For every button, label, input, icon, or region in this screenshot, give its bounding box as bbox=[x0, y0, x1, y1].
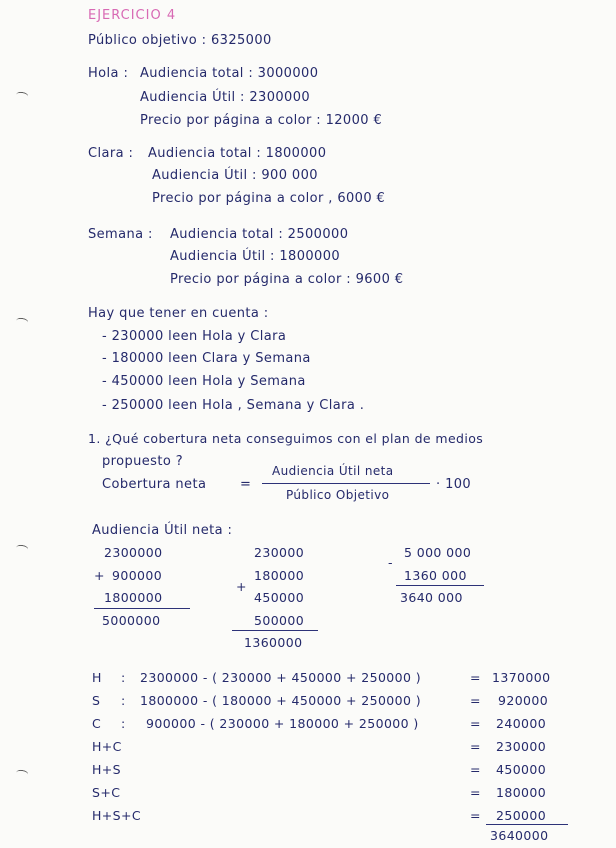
row-eq: = bbox=[470, 670, 481, 685]
publico-objetivo: Público objetivo : 6325000 bbox=[88, 33, 272, 48]
row-value: 920000 bbox=[498, 693, 549, 708]
row-key: C bbox=[92, 716, 102, 731]
row-key: H+C bbox=[92, 739, 122, 754]
row-value: 250000 bbox=[496, 808, 547, 823]
formula-left: Cobertura neta bbox=[102, 477, 207, 492]
audiencia-util-neta-title: Audiencia Útil neta : bbox=[92, 523, 233, 538]
row-key: H bbox=[92, 670, 102, 685]
row-value: 450000 bbox=[496, 762, 547, 777]
row-expr: 1800000 - ( 180000 + 450000 + 250000 ) bbox=[140, 693, 422, 708]
sum1-b: 900000 bbox=[112, 568, 163, 583]
hola-total: Audiencia total : 3000000 bbox=[140, 66, 319, 81]
sum2-b: 180000 bbox=[254, 568, 305, 583]
hay-que-tener: Hay que tener en cuenta : bbox=[88, 306, 269, 321]
row-eq: = bbox=[470, 808, 481, 823]
sub-op: - bbox=[388, 555, 393, 570]
row-eq: = bbox=[470, 716, 481, 731]
sum2-line bbox=[232, 630, 318, 631]
clara-precio: Precio por página a color , 6000 € bbox=[152, 191, 386, 206]
row-key: S bbox=[92, 693, 101, 708]
sum2-d: 500000 bbox=[254, 613, 305, 628]
hola-label: Hola : bbox=[88, 66, 129, 81]
clara-label: Clara : bbox=[88, 146, 134, 161]
row-eq: = bbox=[470, 785, 481, 800]
formula-multiplier: · 100 bbox=[436, 477, 472, 492]
margin-mark bbox=[16, 544, 29, 553]
row-key: H+S bbox=[92, 762, 122, 777]
margin-mark bbox=[16, 317, 29, 326]
margin-mark bbox=[16, 91, 29, 100]
sum2-c: 450000 bbox=[254, 590, 305, 605]
formula-denominator: Público Objetivo bbox=[286, 488, 390, 502]
row-key: H+S+C bbox=[92, 808, 142, 823]
bullet-item: - 450000 leen Hola y Semana bbox=[102, 374, 306, 389]
semana-total: Audiencia total : 2500000 bbox=[170, 227, 349, 242]
bullet-item: - 250000 leen Hola , Semana y Clara . bbox=[102, 398, 365, 413]
semana-label: Semana : bbox=[88, 227, 153, 242]
sub-result: 3640 000 bbox=[400, 590, 463, 605]
row-value: 180000 bbox=[496, 785, 547, 800]
sum2-op: + bbox=[236, 579, 247, 594]
total-value: 3640000 bbox=[490, 828, 549, 843]
row-sep: : bbox=[121, 670, 126, 685]
hola-precio: Precio por página a color : 12000 € bbox=[140, 113, 383, 128]
row-eq: = bbox=[470, 739, 481, 754]
sum2-result: 1360000 bbox=[244, 635, 303, 650]
sum1-a: 2300000 bbox=[104, 545, 163, 560]
sum1-line bbox=[94, 608, 190, 609]
row-eq: = bbox=[470, 693, 481, 708]
sub-b: 1360 000 bbox=[404, 568, 467, 583]
sum1-c: 1800000 bbox=[104, 590, 163, 605]
exercise-title: EJERCICIO 4 bbox=[88, 8, 177, 23]
semana-util: Audiencia Útil : 1800000 bbox=[170, 249, 341, 264]
row-expr: 2300000 - ( 230000 + 450000 + 250000 ) bbox=[140, 670, 422, 685]
hola-util: Audiencia Útil : 2300000 bbox=[140, 90, 311, 105]
margin-mark bbox=[16, 769, 29, 778]
sum1-op: + bbox=[94, 568, 105, 583]
row-expr: 900000 - ( 230000 + 180000 + 250000 ) bbox=[146, 716, 419, 731]
sum2-a: 230000 bbox=[254, 545, 305, 560]
total-line bbox=[486, 824, 568, 825]
sum1-result: 5000000 bbox=[102, 613, 161, 628]
row-key: S+C bbox=[92, 785, 121, 800]
row-sep: : bbox=[121, 716, 126, 731]
sub-a: 5 000 000 bbox=[404, 545, 472, 560]
bullet-item: - 230000 leen Hola y Clara bbox=[102, 329, 287, 344]
semana-precio: Precio por página a color : 9600 € bbox=[170, 272, 404, 287]
row-value: 1370000 bbox=[492, 670, 551, 685]
formula-numerator: Audiencia Útil neta bbox=[272, 464, 394, 478]
row-sep: : bbox=[121, 693, 126, 708]
row-value: 230000 bbox=[496, 739, 547, 754]
row-eq: = bbox=[470, 762, 481, 777]
question-line-1: 1. ¿Qué cobertura neta conseguimos con el plan de medios bbox=[88, 431, 484, 446]
formula-equals: = bbox=[240, 477, 252, 492]
fraction-bar bbox=[262, 483, 430, 484]
row-value: 240000 bbox=[496, 716, 547, 731]
sub-line bbox=[396, 585, 484, 586]
bullet-item: - 180000 leen Clara y Semana bbox=[102, 351, 311, 366]
clara-total: Audiencia total : 1800000 bbox=[148, 146, 327, 161]
question-line-2: propuesto ? bbox=[102, 454, 184, 469]
clara-util: Audiencia Útil : 900 000 bbox=[152, 168, 318, 183]
